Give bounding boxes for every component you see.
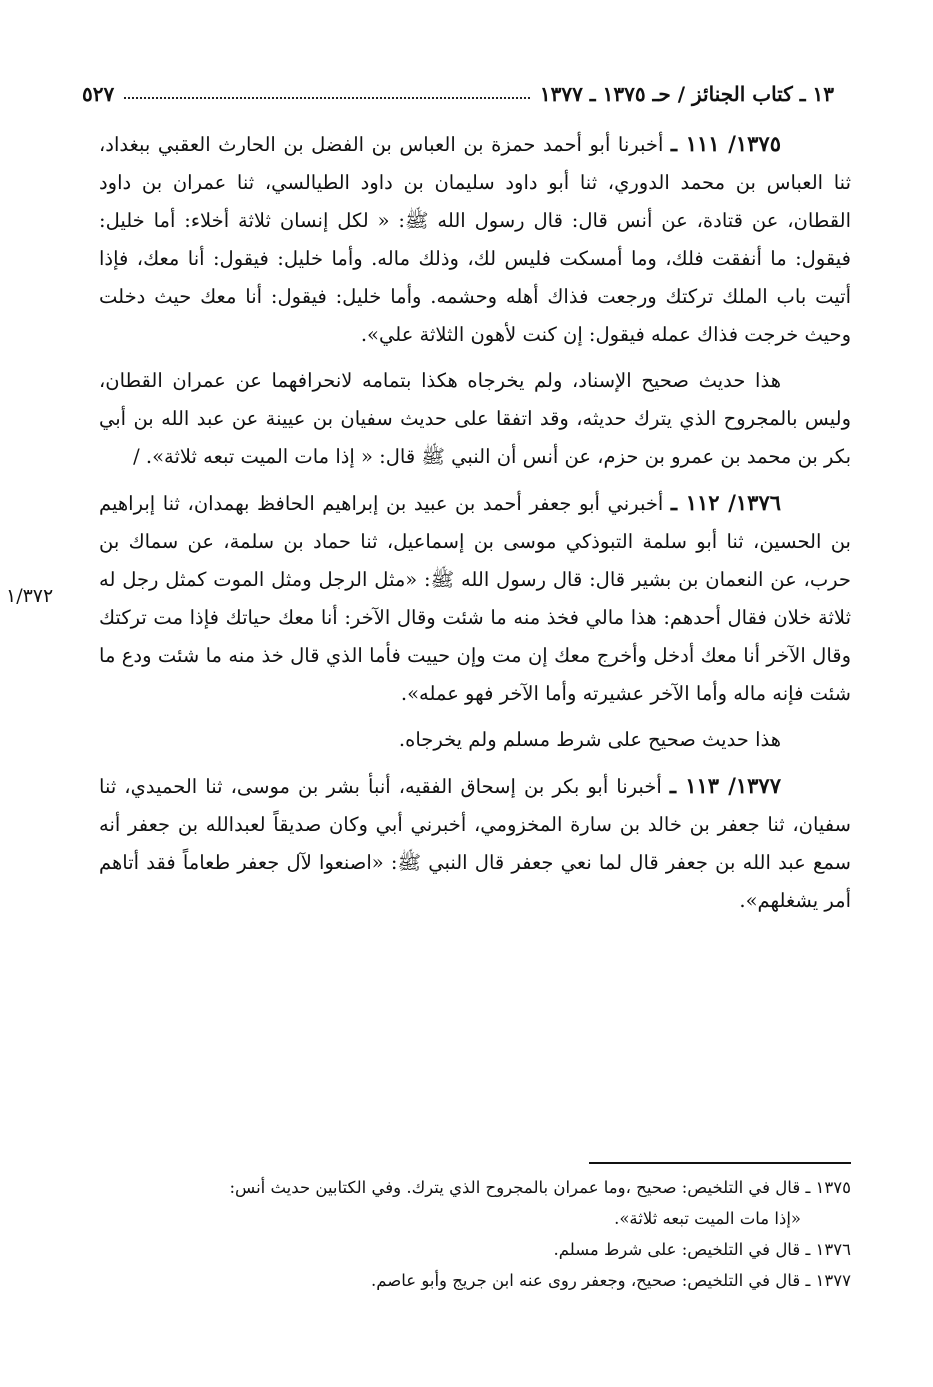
hadith-1376-text: أخبرني أبو جعفر أحمد بن عبيد بن إبراهيم الحافظ بهمدان، ثنا إبراهيم بن الحسين، ثنا أبو سلمة التبوذكي موسى بن إسماعيل، ثنا حماد بن سلمة، عن سماك بن حرب، عن النعمان بن بشير قال: قال رسول الله ﷺ: «مثل الرجل ومثل الموت كمثل رجل له ثلاثة خلان فقال أحدهم: هذا مالي فخذ منه ما شئت وقال الآخر: أنا معك حياتك فإذا مت تركتك وقال الآخر أنا معك أدخل وأخرج معك إن مت وإن حييت فأما الذي قال خذ منه ما شئت ودع ما شئت فإنه ماله وأما الآخر عشيرته وأما الآخر فهو عمله». bbox=[99, 492, 851, 705]
running-header bbox=[82, 72, 834, 106]
footnote-separator bbox=[589, 1162, 851, 1164]
footnote-1377: ١٣٧٧ ـ قال في التلخيص: صحيح، وجعفر روى عنه ابن جريج وأبو عاصم. bbox=[370, 1271, 851, 1290]
hadith-1375-text: أخبرنا أبو أحمد حمزة بن العباس بن الفضل بن الحارث العقبي ببغداد، ثنا العباس بن محمد الدوري، ثنا أبو داود سليمان بن داود الطيالسي، ثنا عمران بن داود القطان، عن قتادة، عن أنس قال: قال رسول الله ﷺ: « لكل إنسان ثلاثة أخلاء: أما خليل: فيقول: ما أنفقت فلك، وما أمسكت فليس لك، وذلك ماله. وأما خليل: فيقول: أنا معك، فإذا أتيت باب الملك تركتك ورجعت فذاك أهله وحشمه. وأما خليل: فيقول: أنا معك حيث دخلت وحيث خرجت فذاك عمله فيقول: إن كنت لأهون الثلاثة علي». bbox=[99, 133, 851, 346]
margin-volume-reference: ١/٣٧٢ bbox=[6, 585, 54, 607]
hadith-1376 bbox=[99, 484, 851, 713]
header-dot-leader bbox=[124, 97, 530, 99]
hadith-1377 bbox=[99, 767, 851, 920]
hadith-1377-number: ١٣٧٧/ ١١٣ ـ bbox=[669, 773, 781, 798]
footnote-1375: ١٣٧٥ ـ قال في التلخيص: صحيح ،وما عمران بالمجروح الذي يترك. وفي الكتابين حديث أنس: bbox=[229, 1178, 851, 1197]
hadith-1376-number: ١٣٧٦/ ١١٢ ـ bbox=[670, 490, 782, 515]
footnote-1376: ١٣٧٦ ـ قال في التلخيص: على شرط مسلم. bbox=[553, 1240, 851, 1259]
main-text bbox=[99, 125, 851, 928]
hadith-1375-number: ١٣٧٥/ ١١١ ـ bbox=[670, 131, 781, 156]
hadith-1375 bbox=[99, 125, 851, 354]
hadith-1375-comment: هذا حديث صحيح الإسناد، ولم يخرجاه هكذا بتمامه لانحرافهما عن عمران القطان، وليس بالمجروح الذي يترك حديثه، وقد اتفقا على حديث سفيان بن عيينة عن عبد الله بن أبي بكر بن محمد بن عمرو بن حزم، عن أنس أن النبي ﷺ قال: « إذا مات الميت تبعه ثلاثة». / bbox=[99, 369, 851, 468]
header-title: ١٣ ـ كتاب الجنائز / حـ ١٣٧٥ ـ ١٣٧٧ bbox=[539, 82, 834, 106]
hadith-1376-comment: هذا حديث صحيح على شرط مسلم ولم يخرجاه. bbox=[398, 728, 781, 751]
footnotes bbox=[99, 1172, 851, 1296]
page-number: ٥٢٧ bbox=[82, 82, 115, 106]
footnote-1375-continued: «إذا مات الميت تبعه ثلاثة». bbox=[614, 1209, 801, 1228]
hadith-1377-text: أخبرنا أبو بكر بن إسحاق الفقيه، أنبأ بشر بن موسى، ثنا الحميدي، ثنا سفيان، ثنا جعفر بن خالد بن سارة المخزومي، أخبرني أبي وكان صديقاً لعبدالله بن جعفر أنه سمع عبد الله بن جعفر قال لما نعي جعفر قال النبي ﷺ: «اصنعوا لآل جعفر طعاماً فقد أتاهم أمر يشغلهم». bbox=[99, 775, 851, 912]
